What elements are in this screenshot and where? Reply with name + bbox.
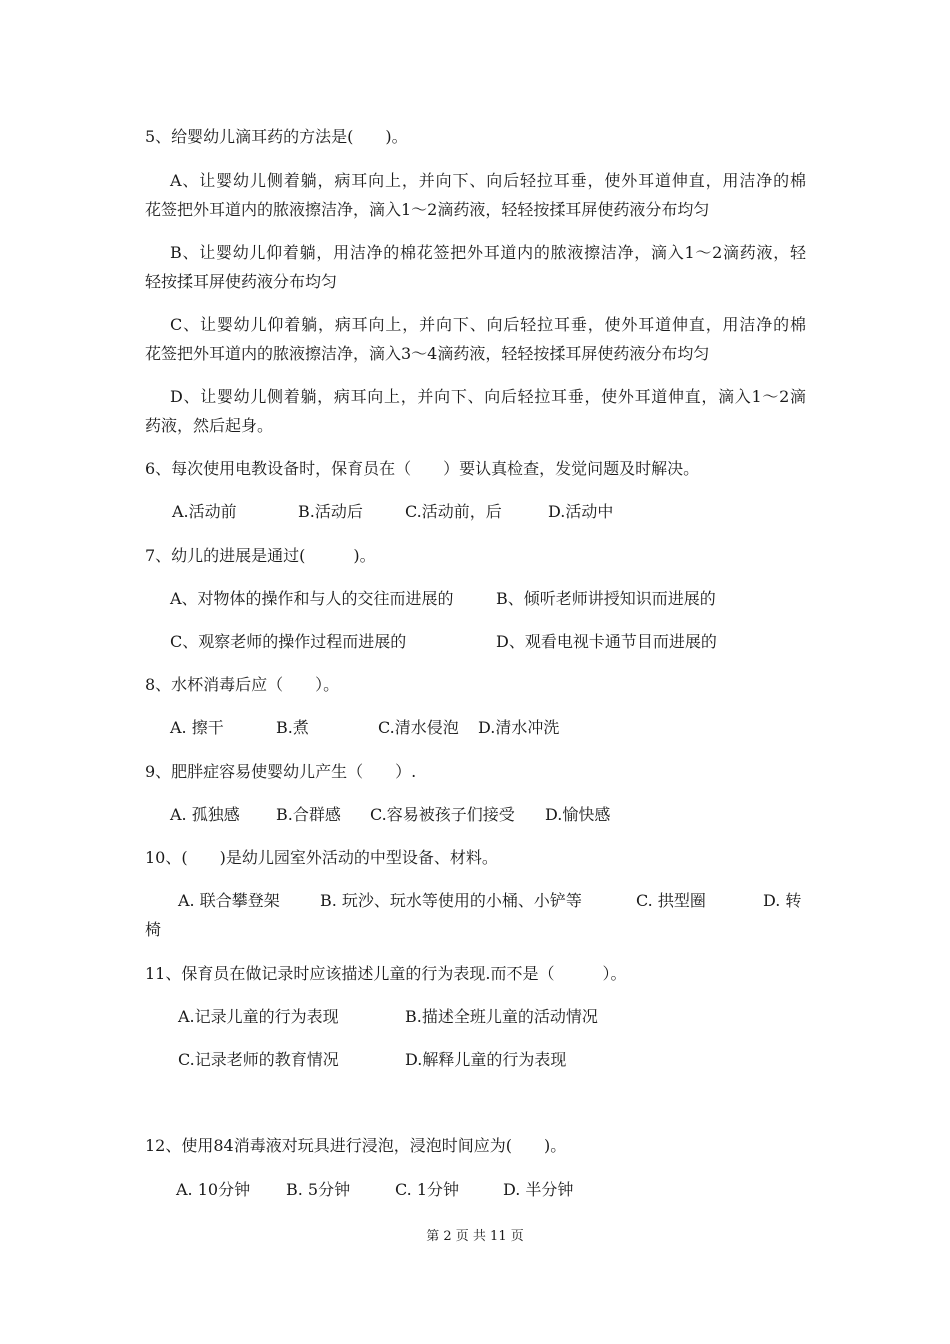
- question-8-option-a: A. 擦干: [170, 718, 224, 737]
- question-5-option-a-line2: 花签把外耳道内的脓液擦洁净，滴入1～2滴药液，轻轻按揉耳屏使药液分布均匀: [145, 200, 710, 219]
- question-9-option-d: D.愉快感: [545, 805, 611, 824]
- question-5-option-c-line2: 花签把外耳道内的脓液擦洁净，滴入3～4滴药液，轻轻按揉耳屏使药液分布均匀: [145, 344, 710, 363]
- question-10-option-d: D. 转: [763, 891, 802, 910]
- question-9-option-c: C.容易被孩子们接受: [370, 805, 515, 824]
- question-8-option-b: B.煮: [276, 718, 309, 737]
- question-6-stem: 6、每次使用电教设备时，保育员在（ ）要认真检查，发觉问题及时解决。: [145, 459, 700, 478]
- question-10-option-d-cont: 椅: [145, 920, 162, 939]
- question-6-option-a: A.活动前: [172, 502, 237, 521]
- question-8-option-d: D.清水冲洗: [478, 718, 560, 737]
- question-5-option-a-line1: A、让婴幼儿侧着躺，病耳向上，并向下、向后轻拉耳垂，使外耳道伸直，用洁净的棉: [170, 171, 806, 190]
- question-5-option-b-line2: 轻按揉耳屏使药液分布均匀: [145, 272, 338, 291]
- question-9-option-b: B.合群感: [276, 805, 341, 824]
- question-8-option-c: C.清水侵泡: [378, 718, 459, 737]
- question-5-option-b-line1: B、让婴幼儿仰着躺，用洁净的棉花签把外耳道内的脓液擦洁净，滴入1～2滴药液，轻: [170, 243, 806, 262]
- question-5-option-c-line1: C、让婴幼儿仰着躺，病耳向上，并向下、向后轻拉耳垂，使外耳道伸直，用洁净的棉: [170, 315, 806, 334]
- question-7-option-c: C、观察老师的操作过程而进展的: [170, 632, 407, 651]
- question-10-option-a: A. 联合攀登架: [178, 891, 280, 910]
- question-12-option-d: D. 半分钟: [503, 1180, 574, 1199]
- question-12-stem: 12、使用84消毒液对玩具进行浸泡，浸泡时间应为( )。: [145, 1136, 567, 1155]
- question-9-option-a: A. 孤独感: [170, 805, 240, 824]
- question-6-option-c: C.活动前，后: [405, 502, 502, 521]
- question-7-stem: 7、幼儿的进展是通过( )。: [145, 546, 376, 565]
- question-11-option-b: B.描述全班儿童的活动情况: [405, 1007, 598, 1026]
- question-11-option-d: D.解释儿童的行为表现: [405, 1050, 567, 1069]
- question-5-option-d-line1: D、让婴幼儿侧着躺，病耳向上，并向下、向后轻拉耳垂，使外耳道伸直，滴入1～2滴: [170, 387, 806, 406]
- question-9-stem: 9、肥胖症容易使婴幼儿产生（ ）.: [145, 762, 417, 781]
- question-5-stem: 5、给婴幼儿滴耳药的方法是( )。: [145, 127, 408, 146]
- question-12-option-a: A. 10分钟: [176, 1180, 251, 1199]
- question-5-option-d-line2: 药液，然后起身。: [145, 416, 274, 435]
- question-7-option-b: B、倾听老师讲授知识而进展的: [496, 589, 716, 608]
- question-7-option-d: D、观看电视卡通节目而进展的: [496, 632, 717, 651]
- question-11-stem: 11、保育员在做记录时应该描述儿童的行为表现.而不是（ ）。: [145, 964, 627, 983]
- question-7-option-a: A、对物体的操作和与人的交往而进展的: [170, 589, 454, 608]
- question-6-option-d: D.活动中: [548, 502, 614, 521]
- question-10-stem: 10、( )是幼儿园室外活动的中型设备、材料。: [145, 848, 498, 867]
- question-8-stem: 8、水杯消毒后应（ ）。: [145, 675, 340, 694]
- question-11-option-c: C.记录老师的教育情况: [178, 1050, 339, 1069]
- question-12-option-b: B. 5分钟: [286, 1180, 351, 1199]
- question-10-option-c: C. 拱型圈: [636, 891, 706, 910]
- question-10-option-b: B. 玩沙、玩水等使用的小桶、小铲等: [320, 891, 582, 910]
- question-6-option-b: B.活动后: [298, 502, 363, 521]
- page-number-footer: 第 2 页 共 11 页: [426, 1229, 524, 1244]
- question-11-option-a: A.记录儿童的行为表现: [178, 1007, 339, 1026]
- question-12-option-c: C. 1分钟: [395, 1180, 460, 1199]
